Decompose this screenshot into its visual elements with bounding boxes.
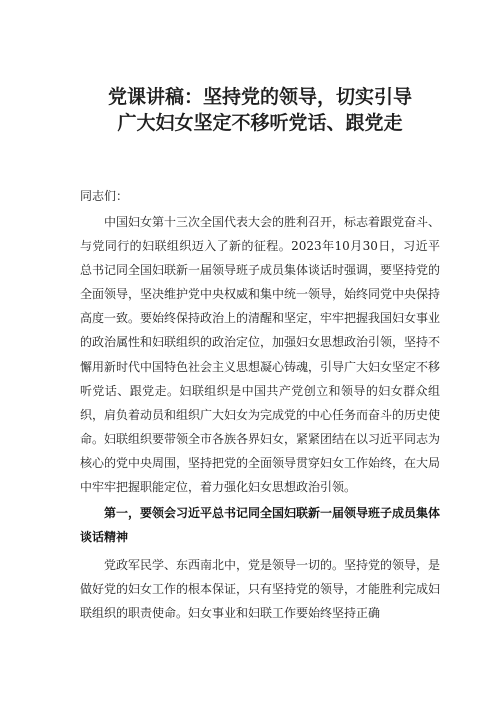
body-paragraph-1: 中国妇女第十三次全国代表大会的胜利召开，标志着跟党奋斗、与党同行的妇联组织迈入了新的征程。2023年10月30日，习近平总书记同全国妇联新一届领导班子成员集体谈话时强调，要坚持党的全面领导，坚决维护党中央权威和集中统一领导，始终同党中央保持高度一致。要始终保持政治上的清醒和坚定，牢牢把握我国妇女事业的政治属性和妇联组织的政治定位，加强妇女思想政治引领，坚持不懈用新时代中国特色社会主义思想凝心铸魂，引导广大妇女坚定不移听党话、跟党走。妇联组织是中国共产党创立和领导的妇女群众组织，肩负着动员和组织广大妇女为完成党的中心任务而奋斗的历史使命。妇联组织要带领全市各族各界妇女，紧紧团结在以习近平同志为核心的党中央周围，坚持把党的全面领导贯穿妇女工作始终，在大局中牢牢把握职能定位，着力强化妇女思想政治引领。 xyxy=(80,215,441,495)
section-heading-1: 第一，要领会习近平总书记同全国妇联新一届领导班子成员集体谈话精神 xyxy=(80,506,441,545)
title-line-1: 党课讲稿：坚持党的领导，切实引导 xyxy=(107,86,412,108)
body-paragraph-2: 党政军民学、东西南北中，党是领导一切的。坚持党的领导，是做好党的妇女工作的根本保证，只有坚持党的领导，才能胜利完成妇联组织的职责使命。妇女事业和妇联工作要始终坚持正确 xyxy=(80,558,441,621)
salutation: 同志们： xyxy=(80,189,129,203)
page-title xyxy=(80,84,440,136)
title-line-2: 广大妇女坚定不移听党话、跟党走 xyxy=(117,112,403,134)
